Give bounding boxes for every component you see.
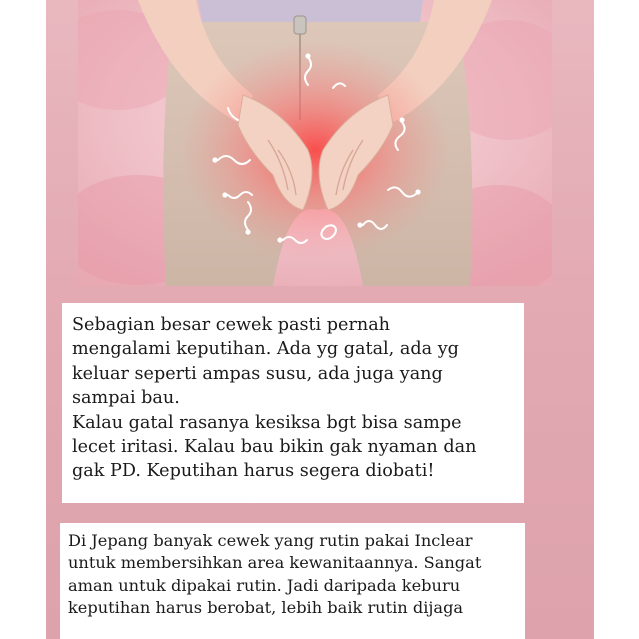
- hero-photo: [78, 0, 552, 286]
- card2-line-4: keputihan harus berobat, lebih baik rutin dijaga: [68, 598, 464, 618]
- card1-line-7: gak PD. Keputihan harus segera diobati!: [72, 461, 435, 482]
- card1-line-5: Kalau gatal rasanya kesiksa bgt bisa sampe: [72, 412, 462, 433]
- info-card-keputihan: [62, 303, 524, 503]
- card1-line-2: mengalami keputihan. Ada yg gatal, ada yg: [72, 339, 459, 360]
- card1-line-6: lecet iritasi. Kalau bau bikin gak nyaman dan: [72, 437, 477, 458]
- woman-pelvic-discomfort-illustration-icon: [78, 0, 552, 286]
- card2-line-3: aman untuk dipakai rutin. Jadi daripada keburu: [68, 575, 461, 595]
- card1-line-3: keluar seperti ampas susu, ada juga yang: [72, 363, 443, 384]
- info-card-inclear: [60, 523, 525, 639]
- card2-line-1: Di Jepang banyak cewek yang rutin pakai Inclear: [68, 531, 473, 550]
- card2-line-2: untuk membersihkan area kewanitaannya. Sangat: [68, 553, 482, 573]
- card1-line-4: sampai bau.: [72, 388, 180, 409]
- card1-line-1: Sebagian besar cewek pasti pernah: [72, 315, 391, 335]
